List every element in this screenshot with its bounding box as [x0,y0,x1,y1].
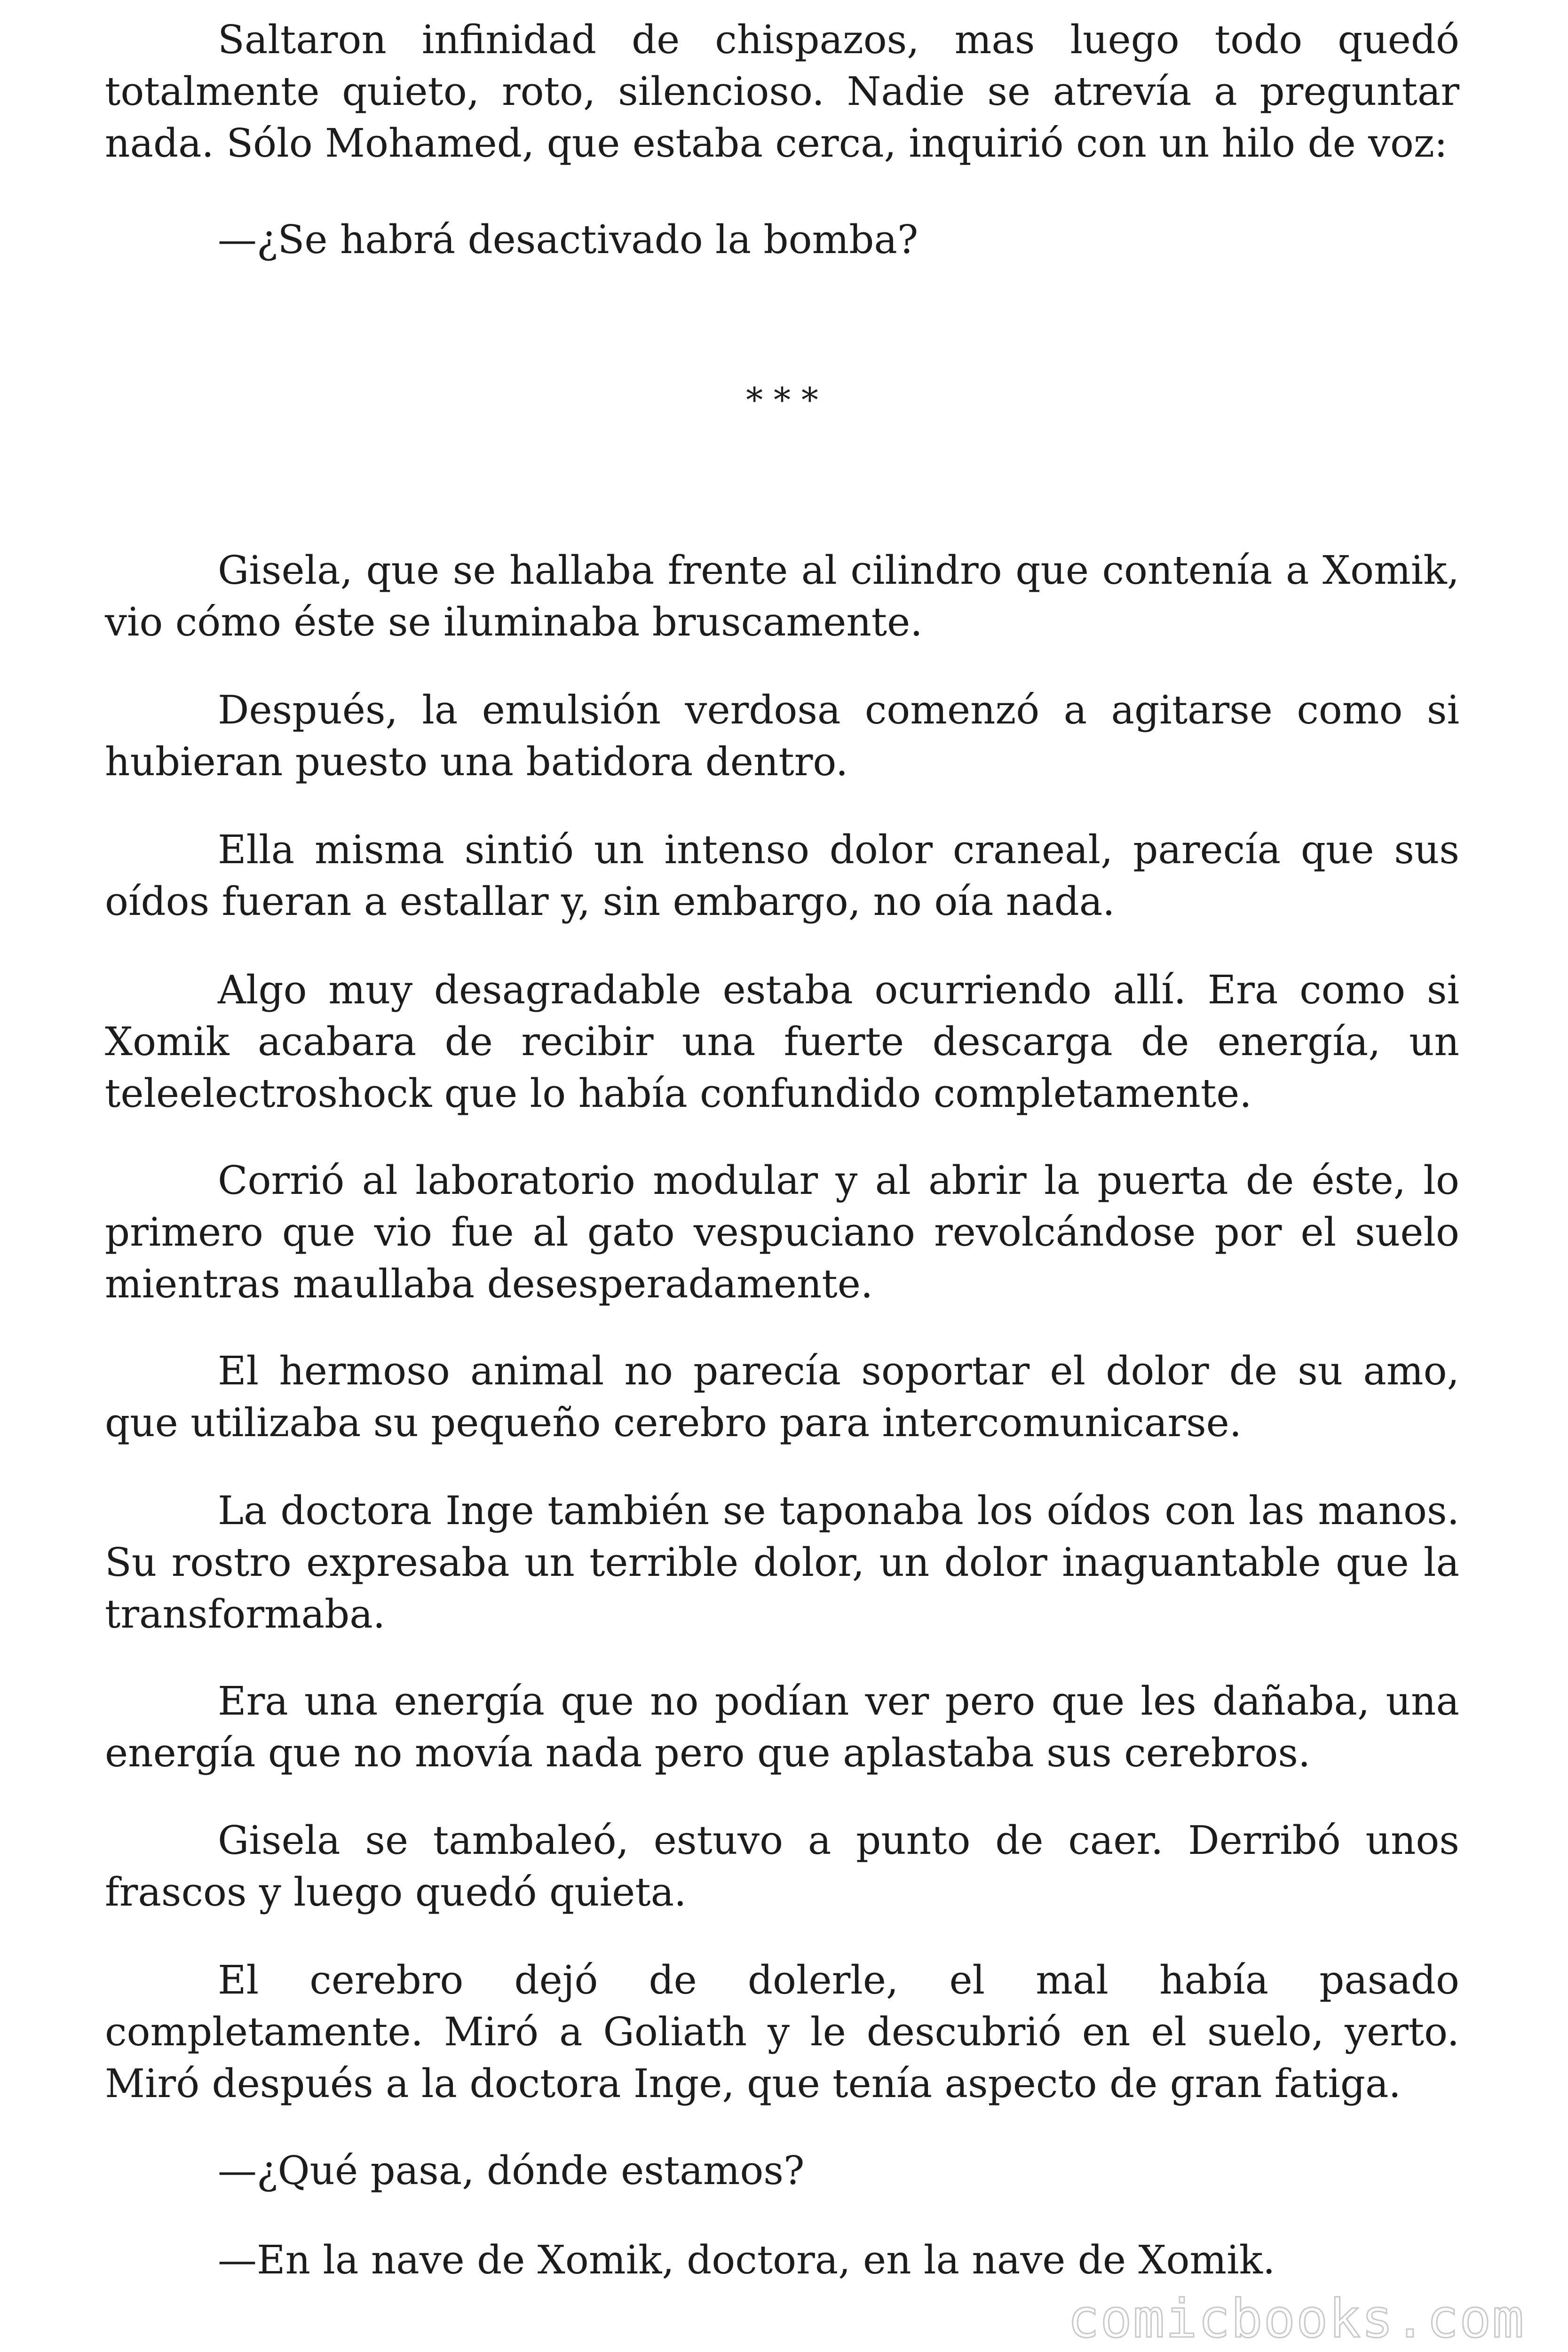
watermark-logo: comicbooks.com [1067,2288,1525,2350]
paragraph-3: Después, la emulsión verdosa comenzó a agitarse como si hubieran puesto una batidora dentro. [105,687,1459,785]
dialogue-line-1: —¿Se habrá desactivado la bomba? [218,217,919,262]
paragraph-10: Gisela se tambaleó, estuvo a punto de caer. Derribó unos frascos y luego quedó quieta. [105,1818,1459,1915]
paragraph-4: Ella misma sintió un intenso dolor craneal, parecía que sus oídos fueran a estallar y, sin embargo, no oía nada. [105,827,1459,924]
dialogue-line-3: —En la nave de Xomik, doctora, en la nave de Xomik. [218,2237,1275,2283]
paragraph-1: Saltaron infinidad de chispazos, mas luego todo quedó totalmente quieto, roto, silencioso. Nadie se atrevía a preguntar nada. Sólo Mohamed, que estaba cerca, inquirió con un hilo de voz: [105,17,1459,166]
paragraph-11: El cerebro dejó de dolerle, el mal había pasado completamente. Miró a Goliath y le descubrió en el suelo, yerto. Miró después a la doctora Inge, que tenía aspecto de gran fatiga. [105,1957,1459,2106]
paragraph-5: Algo muy desagradable estaba ocurriendo allí. Era como si Xomik acabara de recibir una fuerte descarga de energía, un teleelectroshock que lo había confundido completamente. [105,967,1459,1116]
paragraph-6: Corrió al laboratorio modular y al abrir la puerta de éste, lo primero que vio fue al gato vespuciano revolcándose por el suelo mientras maullaba desesperadamente. [105,1158,1459,1307]
dialogue-line-2: —¿Qué pasa, dónde estamos? [218,2148,805,2193]
paragraph-7: El hermoso animal no parecía soportar el dolor de su amo, que utilizaba su pequeño cerebro para intercomunicarse. [105,1348,1459,1446]
paragraph-8: La doctora Inge también se taponaba los oídos con las manos. Su rostro expresaba un terrible dolor, un dolor inaguantable que la transformaba. [105,1488,1459,1637]
paragraph-2: Gisela, que se hallaba frente al cilindro que contenía a Xomik, vio cómo éste se iluminaba bruscamente. [105,548,1459,645]
section-separator: * * * [746,380,818,420]
paragraph-9: Era una energía que no podían ver pero que les dañaba, una energía que no movía nada pero que aplastaba sus cerebros. [105,1678,1459,1776]
